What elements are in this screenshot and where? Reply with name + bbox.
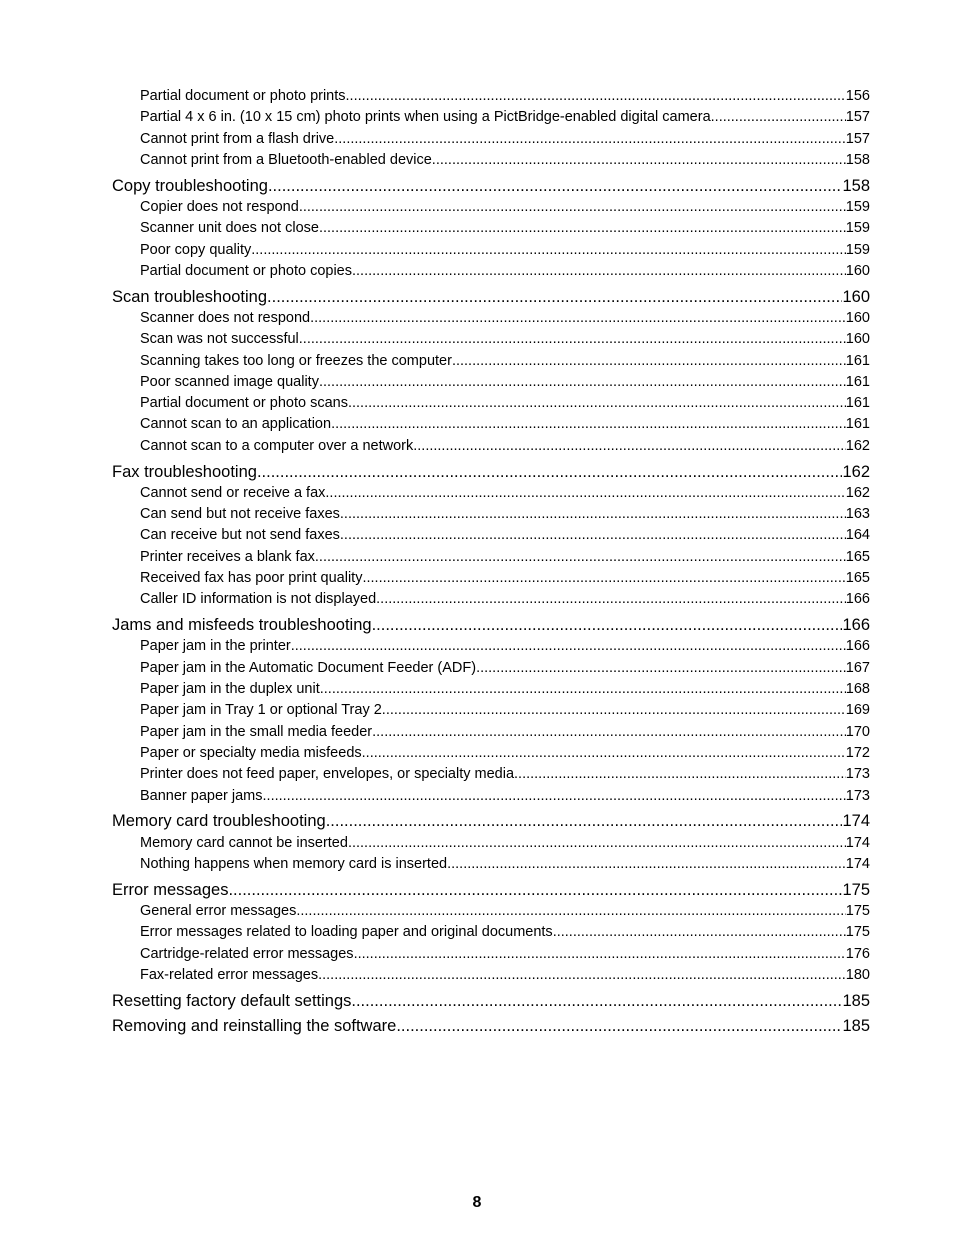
dot-leader (372, 615, 843, 636)
toc-subsection-entry[interactable] (112, 833, 870, 854)
toc-entry-page: 161 (845, 416, 870, 433)
dot-leader (291, 636, 846, 657)
dot-leader (299, 329, 846, 350)
dot-leader (331, 414, 846, 435)
toc-entry-title: Can receive but not send faxes (140, 527, 340, 544)
toc-subsection-entry[interactable] (112, 240, 870, 261)
toc-subsection-entry[interactable] (112, 547, 870, 568)
dot-leader (340, 504, 846, 525)
toc-subsection-entry[interactable] (112, 743, 870, 764)
toc-section-entry[interactable] (112, 1016, 870, 1037)
dot-leader (228, 880, 842, 901)
toc-entry-title: Poor scanned image quality (140, 373, 319, 390)
toc-entry-page: 160 (845, 262, 870, 279)
toc-entry-title: Caller ID information is not displayed (140, 591, 377, 608)
toc-subsection-entry[interactable] (112, 965, 870, 986)
toc-entry-page: 175 (842, 880, 870, 899)
toc-entry-page: 166 (842, 616, 870, 635)
toc-entry-page: 159 (845, 198, 870, 215)
toc-subsection-entry[interactable] (112, 197, 870, 218)
toc-entry-title: Scanner unit does not close (140, 220, 319, 237)
toc-entry-title: Can send but not receive faxes (140, 506, 340, 523)
toc-entry-title: Paper jam in the printer (140, 638, 291, 655)
toc-entry-title: Cartridge-related error messages (140, 945, 354, 962)
toc-entry-page: 173 (845, 766, 870, 783)
dot-leader (315, 547, 846, 568)
toc-subsection-entry[interactable] (112, 261, 870, 282)
dot-leader (372, 722, 846, 743)
toc-entry-page: 174 (845, 834, 870, 851)
toc-entry-page: 165 (845, 570, 870, 587)
toc-subsection-entry[interactable] (112, 107, 870, 128)
dot-leader (296, 901, 845, 922)
toc-entry-page: 161 (845, 395, 870, 412)
toc-entry-title: Scan troubleshooting (112, 287, 268, 306)
toc-subsection-entry[interactable] (112, 504, 870, 525)
toc-entry-page: 162 (845, 437, 870, 454)
dot-leader (382, 700, 846, 721)
toc-subsection-entry[interactable] (112, 150, 870, 171)
toc-entry-title: Paper jam in the duplex unit (140, 681, 320, 698)
toc-entry-title: Printer does not feed paper, envelopes, or specialty media (140, 766, 515, 783)
toc-entry-title: Paper jam in Tray 1 or optional Tray 2 (140, 702, 382, 719)
toc-section-entry[interactable] (112, 176, 870, 197)
toc-subsection-entry[interactable] (112, 568, 870, 589)
toc-entry-page: 159 (845, 241, 870, 258)
toc-entry-page: 174 (842, 812, 870, 831)
toc-entry-page: 185 (842, 991, 870, 1010)
toc-entry-title: Error messages (112, 880, 229, 899)
toc-entry-title: Cannot print from a Bluetooth-enabled device (140, 151, 432, 168)
toc-entry-title: Fax troubleshooting (112, 462, 257, 481)
toc-subsection-entry[interactable] (112, 436, 870, 457)
dot-leader (351, 991, 842, 1012)
toc-entry-page: 174 (845, 855, 870, 872)
toc-section-entry[interactable] (112, 287, 870, 308)
toc-entry-page: 161 (845, 352, 870, 369)
toc-entry-title: Fax-related error messages (140, 966, 319, 983)
toc-entry-title: Partial document or photo scans (140, 395, 348, 412)
toc-entry-page: 166 (845, 591, 870, 608)
toc-entry-page: 172 (845, 744, 870, 761)
toc-entry-page: 165 (845, 548, 870, 565)
dot-leader (326, 811, 843, 832)
dot-leader (362, 568, 845, 589)
toc-section-entry[interactable] (112, 811, 870, 832)
toc-entry-title: Cannot send or receive a fax (140, 484, 326, 501)
dot-leader (362, 743, 846, 764)
dot-leader (396, 1016, 842, 1037)
toc-section-entry[interactable] (112, 991, 870, 1012)
toc-subsection-entry[interactable] (112, 658, 870, 679)
toc-subsection-entry[interactable] (112, 922, 870, 943)
toc-entry-page: 170 (845, 723, 870, 740)
toc-subsection-entry[interactable] (112, 901, 870, 922)
toc-entry-page: 159 (845, 220, 870, 237)
dot-leader (257, 462, 843, 483)
dot-leader (267, 287, 842, 308)
toc-entry-page: 162 (845, 484, 870, 501)
dot-leader (263, 786, 846, 807)
toc-entry-title: Partial 4 x 6 in. (10 x 15 cm) photo prints when using a PictBridge-enabled digital camera (140, 109, 711, 126)
dot-leader (325, 483, 845, 504)
toc-entry-title: Cannot print from a flash drive (140, 130, 335, 147)
table-of-contents (112, 86, 870, 1038)
toc-entry-title: Scanning takes too long or freezes the computer (140, 352, 452, 369)
dot-leader (476, 658, 846, 679)
toc-entry-title: Banner paper jams (140, 787, 263, 804)
toc-entry-page: 173 (845, 787, 870, 804)
dot-leader (354, 944, 846, 965)
toc-entry-title: Partial document or photo prints (140, 88, 346, 104)
toc-subsection-entry[interactable] (112, 483, 870, 504)
dot-leader (711, 107, 846, 128)
toc-entry-title: Memory card cannot be inserted (140, 834, 348, 851)
toc-entry-page: 158 (842, 176, 870, 195)
toc-entry-title: Poor copy quality (140, 241, 252, 258)
dot-leader (514, 764, 846, 785)
toc-entry-page: 158 (845, 151, 870, 168)
toc-subsection-entry[interactable] (112, 700, 870, 721)
toc-entry-title: Copier does not respond (140, 198, 299, 215)
toc-subsection-entry[interactable] (112, 86, 870, 107)
toc-subsection-entry[interactable] (112, 636, 870, 657)
toc-entry-page: 175 (845, 902, 870, 919)
toc-subsection-entry[interactable] (112, 393, 870, 414)
toc-entry-page: 168 (845, 681, 870, 698)
toc-entry-title: General error messages (140, 902, 297, 919)
toc-entry-title: Received fax has poor print quality (140, 570, 363, 587)
toc-entry-page: 163 (845, 506, 870, 523)
dot-leader (319, 372, 846, 393)
toc-entry-title: Jams and misfeeds troubleshooting (112, 616, 372, 635)
toc-subsection-entry[interactable] (112, 218, 870, 239)
toc-subsection-entry[interactable] (112, 372, 870, 393)
toc-entry-title: Paper jam in the Automatic Document Feeder (ADF) (140, 659, 477, 676)
dot-leader (352, 261, 846, 282)
toc-entry-page: 160 (845, 331, 870, 348)
toc-section-entry[interactable] (112, 462, 870, 483)
dot-leader (553, 922, 846, 943)
toc-entry-title: Paper or specialty media misfeeds (140, 744, 362, 761)
toc-entry-page: 156 (845, 88, 870, 104)
toc-entry-page: 160 (845, 309, 870, 326)
toc-entry-title: Removing and reinstalling the software (112, 1017, 397, 1036)
toc-subsection-entry[interactable] (112, 414, 870, 435)
dot-leader (334, 129, 846, 150)
page-number: 8 (472, 1194, 482, 1211)
dot-leader (320, 679, 846, 700)
toc-entry-page: 162 (842, 462, 870, 481)
dot-leader (310, 308, 846, 329)
dot-leader (447, 854, 846, 875)
toc-section-entry[interactable] (112, 615, 870, 636)
dot-leader (340, 525, 846, 546)
toc-entry-title: Partial document or photo copies (140, 262, 352, 279)
toc-entry-page: 166 (845, 638, 870, 655)
dot-leader (319, 218, 846, 239)
toc-subsection-entry[interactable] (112, 786, 870, 807)
toc-subsection-entry[interactable] (112, 722, 870, 743)
toc-subsection-entry[interactable] (112, 764, 870, 785)
dot-leader (268, 176, 843, 197)
toc-section-entry[interactable] (112, 880, 870, 901)
toc-entry-page: 157 (845, 109, 870, 126)
toc-subsection-entry[interactable] (112, 679, 870, 700)
toc-subsection-entry[interactable] (112, 589, 870, 610)
dot-leader (318, 965, 846, 986)
toc-entry-title: Scan was not successful (140, 331, 299, 348)
toc-entry-title: Error messages related to loading paper and original documents (140, 924, 553, 941)
dot-leader (432, 150, 846, 171)
toc-entry-title: Cannot scan to a computer over a network (140, 437, 414, 454)
toc-entry-page: 167 (845, 659, 870, 676)
toc-entry-title: Printer receives a blank fax (140, 548, 315, 565)
toc-subsection-entry[interactable] (112, 944, 870, 965)
toc-entry-page: 161 (845, 373, 870, 390)
dot-leader (376, 589, 846, 610)
dot-leader (452, 351, 846, 372)
toc-entry-page: 185 (842, 1017, 870, 1036)
toc-subsection-entry[interactable] (112, 351, 870, 372)
toc-entry-page: 157 (845, 130, 870, 147)
dot-leader (299, 197, 846, 218)
dot-leader (348, 393, 846, 414)
toc-entry-page: 176 (845, 945, 870, 962)
dot-leader (346, 86, 846, 107)
toc-entry-title: Nothing happens when memory card is inserted (140, 855, 448, 872)
toc-entry-page: 164 (845, 527, 870, 544)
toc-entry-title: Paper jam in the small media feeder (140, 723, 373, 740)
toc-entry-page: 175 (845, 924, 870, 941)
toc-subsection-entry[interactable] (112, 129, 870, 150)
dot-leader (413, 436, 846, 457)
toc-subsection-entry[interactable] (112, 308, 870, 329)
dot-leader (348, 833, 846, 854)
toc-subsection-entry[interactable] (112, 854, 870, 875)
toc-subsection-entry[interactable] (112, 329, 870, 350)
toc-subsection-entry[interactable] (112, 525, 870, 546)
dot-leader (251, 240, 846, 261)
toc-entry-page: 160 (842, 287, 870, 306)
toc-entry-title: Copy troubleshooting (112, 176, 268, 195)
toc-entry-title: Cannot scan to an application (140, 416, 332, 433)
toc-entry-title: Resetting factory default settings (112, 991, 352, 1010)
toc-entry-page: 180 (845, 966, 870, 983)
toc-entry-page: 169 (845, 702, 870, 719)
toc-entry-title: Memory card troubleshooting (112, 812, 326, 831)
toc-entry-title: Scanner does not respond (140, 309, 311, 326)
